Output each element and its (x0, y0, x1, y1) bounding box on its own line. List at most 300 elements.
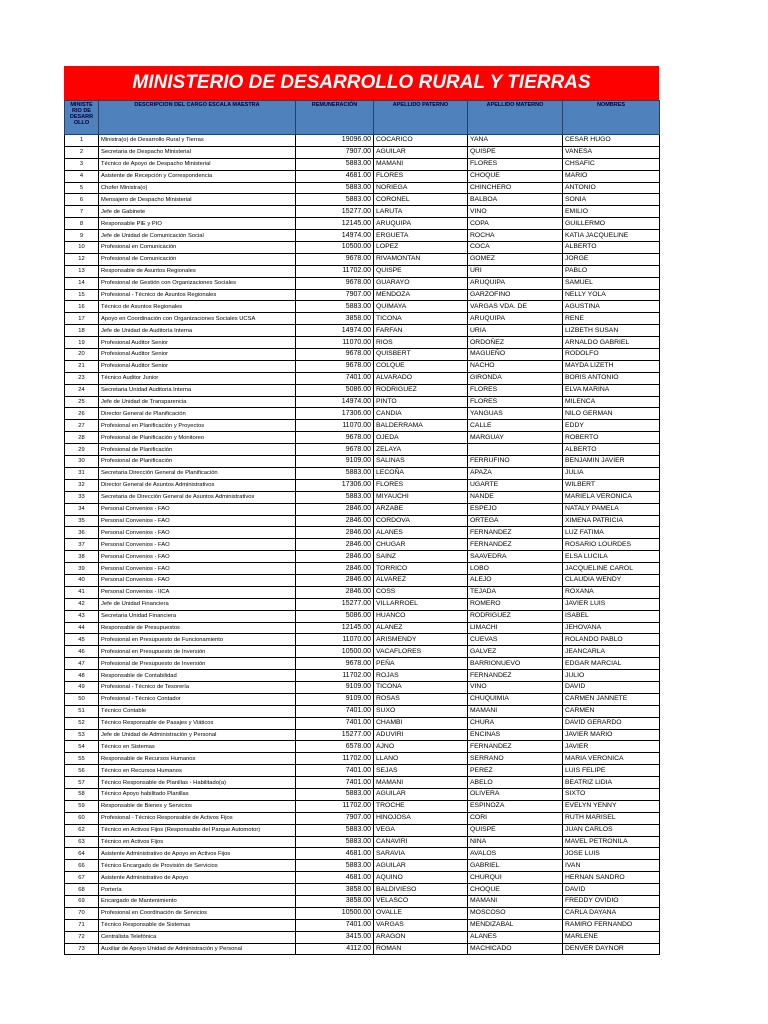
cell-apellido-materno: NINA (468, 836, 563, 848)
cell-remuneracion: 2846.00 (296, 574, 374, 586)
cell-nro: 15 (65, 289, 99, 301)
table-row (65, 681, 660, 693)
cell-remuneracion: 9678.00 (296, 349, 374, 361)
cell-nombres: JEHOVANA (563, 622, 660, 634)
cell-nombres: RODOLFO (563, 349, 660, 361)
cell-apellido-materno: FERRUFINO (468, 456, 563, 468)
cell-cargo: Chofer Ministra(o) (99, 182, 296, 194)
cell-nombres: DAVID (563, 884, 660, 896)
cell-cargo: Responsable de Contabilidad (99, 670, 296, 682)
cell-nro: 3 (65, 158, 99, 170)
cell-apellido-materno: CHUQUIMIA (468, 693, 563, 705)
table-row (65, 325, 660, 337)
cell-nombres: JAVIER (563, 741, 660, 753)
cell-cargo: Centralista Telefónica (99, 931, 296, 943)
cell-apellido-paterno: RODRIGUEZ (374, 384, 468, 396)
cell-cargo: Profesional - Técnico Responsable de Activos Fijos (99, 812, 296, 824)
cell-cargo: Personal Convenios - IICA (99, 586, 296, 598)
cell-nro: 31 (65, 467, 99, 479)
table-row (65, 931, 660, 943)
table-row (65, 289, 660, 301)
table-row (65, 551, 660, 563)
cell-nro: 2 (65, 146, 99, 158)
cell-nombres: ROLANDO PABLO (563, 634, 660, 646)
cell-cargo: Portería (99, 884, 296, 896)
cell-cargo: Personal Convenios - FAO (99, 574, 296, 586)
cell-remuneracion: 9678.00 (296, 444, 374, 456)
cell-nro: 57 (65, 777, 99, 789)
cell-cargo: Técnico de Asuntos Regionales (99, 301, 296, 313)
cell-apellido-paterno: ALVARADO (374, 372, 468, 384)
cell-cargo: Encargado de Mantenimiento (99, 896, 296, 908)
cell-nombres: ROSARIO LOURDES (563, 539, 660, 551)
cell-nro: 60 (65, 812, 99, 824)
table-row (65, 242, 660, 254)
cell-nro: 55 (65, 753, 99, 765)
cell-nro: 35 (65, 515, 99, 527)
cell-apellido-materno: MARGUAY (468, 432, 563, 444)
cell-remuneracion: 5883.00 (296, 860, 374, 872)
cell-apellido-materno: ARUQUIPA (468, 313, 563, 325)
cell-nombres: SONIA (563, 194, 660, 206)
cell-apellido-paterno: ARAGON (374, 931, 468, 943)
cell-apellido-materno: GIRONDA (468, 372, 563, 384)
cell-apellido-paterno: NORIEGA (374, 182, 468, 194)
cell-remuneracion: 7401.00 (296, 919, 374, 931)
table-row (65, 456, 660, 468)
cell-apellido-materno: OLIVERA (468, 788, 563, 800)
column-header-apellido-paterno: APELLIDO PATERNO (374, 101, 468, 135)
cell-nro: 7 (65, 206, 99, 218)
cell-nro: 28 (65, 432, 99, 444)
cell-nro: 50 (65, 693, 99, 705)
cell-nro: 53 (65, 729, 99, 741)
cell-apellido-materno: ESPEJO (468, 503, 563, 515)
cell-cargo: Personal Convenios - FAO (99, 527, 296, 539)
cell-cargo: Profesional de Presupuesto de Inversión (99, 658, 296, 670)
cell-remuneracion: 4681.00 (296, 848, 374, 860)
cell-nombres: ELVA MARINA (563, 384, 660, 396)
cell-remuneracion: 2846.00 (296, 515, 374, 527)
cell-cargo: Director General de Asuntos Administrativos (99, 479, 296, 491)
cell-remuneracion: 11702.00 (296, 753, 374, 765)
cell-remuneracion: 4681.00 (296, 872, 374, 884)
cell-nro: 27 (65, 420, 99, 432)
cell-apellido-materno: ALANES (468, 931, 563, 943)
cell-cargo: Personal Convenios - FAO (99, 563, 296, 575)
cell-apellido-materno: NANDE (468, 491, 563, 503)
cell-nombres: RAMIRO FERNANDO (563, 919, 660, 931)
cell-apellido-materno: ARUQUIPA (468, 277, 563, 289)
cell-apellido-materno: ROMERO (468, 598, 563, 610)
cell-nro: 48 (65, 670, 99, 682)
cell-cargo: Responsable de Bienes y Servicios (99, 800, 296, 812)
cell-remuneracion: 11702.00 (296, 800, 374, 812)
cell-nombres: ROBERTO (563, 432, 660, 444)
cell-cargo: Técnico Apoyo habilitado Planillas (99, 788, 296, 800)
cell-remuneracion: 12145.00 (296, 622, 374, 634)
cell-apellido-paterno: ARUQUIPA (374, 218, 468, 230)
cell-nro: 32 (65, 479, 99, 491)
cell-nombres: JULIO (563, 670, 660, 682)
cell-nro: 45 (65, 634, 99, 646)
cell-nro: 66 (65, 860, 99, 872)
cell-apellido-materno: ROCHA (468, 230, 563, 242)
table-row (65, 432, 660, 444)
table-row (65, 586, 660, 598)
cell-nro: 59 (65, 800, 99, 812)
table-row (65, 812, 660, 824)
cell-apellido-materno: YANGUAS (468, 408, 563, 420)
cell-remuneracion: 17306.00 (296, 479, 374, 491)
cell-cargo: Secretaria de Despacho Ministerial (99, 146, 296, 158)
cell-apellido-paterno: BALDERRAMA (374, 420, 468, 432)
table-row (65, 741, 660, 753)
cell-nro: 5 (65, 182, 99, 194)
cell-remuneracion: 9109.00 (296, 456, 374, 468)
cell-nombres: ELSA LUCILA (563, 551, 660, 563)
cell-cargo: Ministra(o) de Desarrollo Rural y Tierras (99, 135, 296, 147)
cell-nombres: MAYDA LIZETH (563, 360, 660, 372)
cell-nombres: XIMENA PATRICIA (563, 515, 660, 527)
table-row (65, 170, 660, 182)
cell-apellido-paterno: BALDIVIESO (374, 884, 468, 896)
cell-nombres: CLAUDIA WENDY (563, 574, 660, 586)
cell-apellido-paterno: SALINAS (374, 456, 468, 468)
cell-remuneracion: 3858.00 (296, 896, 374, 908)
table-row (65, 896, 660, 908)
cell-cargo: Jefe de Unidad de Comunicación Social (99, 230, 296, 242)
cell-cargo: Profesional - Técnico de Tesorería (99, 681, 296, 693)
table-row (65, 396, 660, 408)
cell-apellido-paterno: ROMAN (374, 943, 468, 955)
table-row (65, 253, 660, 265)
cell-cargo: Profesional - Técnico Contador (99, 693, 296, 705)
cell-apellido-paterno: FARFAN (374, 325, 468, 337)
cell-remuneracion: 14974.00 (296, 325, 374, 337)
cell-nombres: EMILIO (563, 206, 660, 218)
cell-cargo: Profesional - Técnico de Asuntos Regionales (99, 289, 296, 301)
cell-apellido-materno: CORI (468, 812, 563, 824)
column-header-ministerio: MINISTE RIO DE DESARR OLLO (65, 101, 99, 135)
cell-nombres: EDGAR MARCIAL (563, 658, 660, 670)
table-row (65, 182, 660, 194)
cell-nombres: CARLA DAYANA (563, 907, 660, 919)
cell-apellido-paterno: TICONA (374, 681, 468, 693)
cell-remuneracion: 7401.00 (296, 705, 374, 717)
cell-apellido-paterno: TICONA (374, 313, 468, 325)
cell-nro: 18 (65, 325, 99, 337)
table-row (65, 884, 660, 896)
cell-remuneracion: 11070.00 (296, 420, 374, 432)
table-row (65, 848, 660, 860)
cell-apellido-paterno: FLORES (374, 479, 468, 491)
cell-cargo: Técnico Contable (99, 705, 296, 717)
cell-nombres: ARNALDO GABRIEL (563, 337, 660, 349)
table-row (65, 717, 660, 729)
table-row (65, 135, 660, 147)
cell-apellido-paterno: SUXO (374, 705, 468, 717)
table-row (65, 467, 660, 479)
cell-nro: 13 (65, 265, 99, 277)
cell-nombres: ALBERTO (563, 242, 660, 254)
cell-cargo: Técnico Encargado de Provisión de Servicios (99, 860, 296, 872)
column-header-remuneracion: REMUNERACIÓN (296, 101, 374, 135)
cell-remuneracion: 12145.00 (296, 218, 374, 230)
cell-apellido-materno: GOMEZ (468, 253, 563, 265)
cell-apellido-paterno: ROJAS (374, 670, 468, 682)
cell-apellido-materno: TEJADA (468, 586, 563, 598)
cell-apellido-paterno: QUISBERT (374, 349, 468, 361)
cell-nombres: GUILLERMO (563, 218, 660, 230)
cell-apellido-materno: CUEVAS (468, 634, 563, 646)
table-row (65, 337, 660, 349)
cell-apellido-materno: FERNANDEZ (468, 539, 563, 551)
cell-cargo: Profesional en Coordinación de Servicios (99, 907, 296, 919)
cell-apellido-materno: VINO (468, 206, 563, 218)
cell-remuneracion: 5883.00 (296, 491, 374, 503)
table-row (65, 634, 660, 646)
cell-apellido-paterno: ALANEZ (374, 622, 468, 634)
column-header-cargo: DESCRIPCION DEL CARGO ESCALA MAESTRA (99, 101, 296, 135)
cell-apellido-materno: ABELO (468, 777, 563, 789)
cell-remuneracion: 14974.00 (296, 230, 374, 242)
cell-remuneracion: 17306.00 (296, 408, 374, 420)
cell-apellido-paterno: ROSAS (374, 693, 468, 705)
cell-apellido-paterno: SAINZ (374, 551, 468, 563)
cell-nro: 4 (65, 170, 99, 182)
cell-nombres: EDDY (563, 420, 660, 432)
cell-nombres: RENE (563, 313, 660, 325)
cell-cargo: Profesional en Planificación y Proyectos (99, 420, 296, 432)
cell-cargo: Secretaria de Dirección General de Asuntos Administrativos (99, 491, 296, 503)
cell-nombres: MARIELA VERONICA (563, 491, 660, 503)
cell-nombres: LUIS FELIPE (563, 765, 660, 777)
cell-cargo: Técnico en Sistemas (99, 741, 296, 753)
cell-remuneracion: 9678.00 (296, 432, 374, 444)
cell-nombres: JOSE LUIS (563, 848, 660, 860)
cell-nombres: NATALY PAMELA (563, 503, 660, 515)
cell-cargo: Profesional de Planificación (99, 444, 296, 456)
cell-cargo: Jefe de Unidad de Auditoría Interna (99, 325, 296, 337)
cell-cargo: Profesional en Comunicación (99, 242, 296, 254)
cell-apellido-paterno: AGUILAR (374, 146, 468, 158)
cell-cargo: Profesional de Gestión con Organizaciones Sociales (99, 277, 296, 289)
cell-apellido-materno: CHOQUE (468, 170, 563, 182)
table-row (65, 836, 660, 848)
cell-nro: 52 (65, 717, 99, 729)
cell-cargo: Responsable de Asuntos Regionales (99, 265, 296, 277)
cell-remuneracion: 3858.00 (296, 884, 374, 896)
staff-table (64, 100, 660, 955)
cell-apellido-paterno: ALANES (374, 527, 468, 539)
spreadsheet (64, 66, 659, 955)
cell-nombres: NILO GERMAN (563, 408, 660, 420)
cell-apellido-materno (468, 444, 563, 456)
cell-apellido-materno: AVALOS (468, 848, 563, 860)
cell-nombres: EVELYN YENNY (563, 800, 660, 812)
cell-apellido-paterno: VILLARROEL (374, 598, 468, 610)
cell-remuneracion: 2846.00 (296, 551, 374, 563)
cell-remuneracion: 2846.00 (296, 586, 374, 598)
cell-apellido-paterno: LOPEZ (374, 242, 468, 254)
cell-apellido-paterno: GUARAYO (374, 277, 468, 289)
cell-remuneracion: 9678.00 (296, 658, 374, 670)
table-row (65, 693, 660, 705)
cell-remuneracion: 7907.00 (296, 812, 374, 824)
cell-apellido-paterno: ARZABE (374, 503, 468, 515)
cell-remuneracion: 10500.00 (296, 646, 374, 658)
cell-apellido-materno: MAMANI (468, 896, 563, 908)
cell-remuneracion: 5883.00 (296, 158, 374, 170)
cell-nro: 58 (65, 788, 99, 800)
table-row (65, 515, 660, 527)
table-row (65, 598, 660, 610)
cell-apellido-paterno: VACAFLORES (374, 646, 468, 658)
cell-nro: 38 (65, 551, 99, 563)
cell-apellido-materno: COCA (468, 242, 563, 254)
cell-apellido-paterno: CHUGAR (374, 539, 468, 551)
cell-apellido-paterno: QUIMAYA (374, 301, 468, 313)
cell-nro: 26 (65, 408, 99, 420)
cell-nombres: WILBERT (563, 479, 660, 491)
table-row (65, 194, 660, 206)
cell-remuneracion: 9678.00 (296, 360, 374, 372)
cell-nro: 6 (65, 194, 99, 206)
cell-remuneracion: 5883.00 (296, 836, 374, 848)
cell-apellido-materno: FLORES (468, 158, 563, 170)
cell-apellido-materno: URIA (468, 325, 563, 337)
cell-cargo: Jefe de Unidad de Administración y Personal (99, 729, 296, 741)
cell-cargo: Técnico Auditor Junior (99, 372, 296, 384)
cell-nombres: CARMEN (563, 705, 660, 717)
cell-apellido-paterno: AGUILAR (374, 788, 468, 800)
table-row (65, 765, 660, 777)
cell-nro: 69 (65, 896, 99, 908)
cell-nro: 12 (65, 253, 99, 265)
cell-nro: 10 (65, 242, 99, 254)
cell-nombres: CHSAFIC (563, 158, 660, 170)
cell-remuneracion: 5883.00 (296, 194, 374, 206)
cell-cargo: Secretaria Unidad Financiera (99, 610, 296, 622)
cell-apellido-materno: VARGAS VDA. DE (468, 301, 563, 313)
cell-remuneracion: 2846.00 (296, 527, 374, 539)
cell-nombres: ROXANA (563, 586, 660, 598)
cell-remuneracion: 5883.00 (296, 824, 374, 836)
cell-apellido-paterno: AQUINO (374, 872, 468, 884)
table-row (65, 539, 660, 551)
cell-remuneracion: 10500.00 (296, 907, 374, 919)
cell-cargo: Secretaria Dirección General de Planificación (99, 467, 296, 479)
cell-nombres: RUTH MARISEL (563, 812, 660, 824)
cell-cargo: Profesional Auditor Senior (99, 337, 296, 349)
table-row (65, 349, 660, 361)
cell-remuneracion: 2846.00 (296, 503, 374, 515)
table-row (65, 420, 660, 432)
cell-cargo: Asistente Administrativo de Apoyo (99, 872, 296, 884)
cell-cargo: Técnico en Activos Fijos (Responsable del Parque Automotor) (99, 824, 296, 836)
cell-apellido-paterno: RIOS (374, 337, 468, 349)
cell-nombres: PABLO (563, 265, 660, 277)
cell-apellido-materno: RODRIGUEZ (468, 610, 563, 622)
cell-cargo: Asistente Administrativo de Apoyo en Activos Fijos (99, 848, 296, 860)
cell-nombres: SIXTO (563, 788, 660, 800)
cell-apellido-materno: NACHO (468, 360, 563, 372)
cell-remuneracion: 11702.00 (296, 670, 374, 682)
cell-cargo: Personal Convenios - FAO (99, 515, 296, 527)
cell-apellido-paterno: LLANO (374, 753, 468, 765)
cell-nombres: JACQUELINE CAROL (563, 563, 660, 575)
cell-nro: 19 (65, 337, 99, 349)
cell-remuneracion: 6578.00 (296, 741, 374, 753)
cell-apellido-paterno: MAMANI (374, 158, 468, 170)
table-row (65, 800, 660, 812)
cell-remuneracion: 15277.00 (296, 729, 374, 741)
cell-apellido-materno: CHINCHERO (468, 182, 563, 194)
cell-apellido-materno: MAGUEÑO (468, 349, 563, 361)
cell-apellido-materno: CHOQUE (468, 884, 563, 896)
table-row (65, 218, 660, 230)
table-row (65, 146, 660, 158)
cell-nro: 37 (65, 539, 99, 551)
table-row (65, 919, 660, 931)
cell-apellido-paterno: VEGA (374, 824, 468, 836)
cell-apellido-paterno: COSS (374, 586, 468, 598)
cell-remuneracion: 3858.00 (296, 313, 374, 325)
cell-cargo: Profesional de Comunicación (99, 253, 296, 265)
cell-apellido-paterno: ERGUETA (374, 230, 468, 242)
cell-apellido-materno: MOSCOSO (468, 907, 563, 919)
cell-nombres: MAVEL PETRONILA (563, 836, 660, 848)
cell-nombres: ANTONIO (563, 182, 660, 194)
table-row (65, 872, 660, 884)
cell-cargo: Profesional en Presupuesto de Inversión (99, 646, 296, 658)
cell-nombres: KATIA JACQUELINE (563, 230, 660, 242)
cell-remuneracion: 7401.00 (296, 372, 374, 384)
cell-apellido-materno: MAMANI (468, 705, 563, 717)
cell-nro: 23 (65, 372, 99, 384)
table-body (65, 135, 660, 955)
cell-apellido-materno: SAAVEDRA (468, 551, 563, 563)
cell-cargo: Personal Convenios - FAO (99, 503, 296, 515)
cell-apellido-paterno: TROCHE (374, 800, 468, 812)
cell-nro: 47 (65, 658, 99, 670)
table-row (65, 372, 660, 384)
cell-apellido-materno: CHURQUI (468, 872, 563, 884)
cell-nombres: FREDDY OVIDIO (563, 896, 660, 908)
cell-nombres: MARIA VERONICA (563, 753, 660, 765)
table-row (65, 265, 660, 277)
cell-nombres: DAVID GERARDO (563, 717, 660, 729)
cell-apellido-paterno: LARUTA (374, 206, 468, 218)
cell-nro: 36 (65, 527, 99, 539)
cell-remuneracion: 5086.00 (296, 384, 374, 396)
cell-apellido-materno: FLORES (468, 384, 563, 396)
cell-cargo: Jefe de Unidad Financiera (99, 598, 296, 610)
cell-apellido-materno: QUISPE (468, 146, 563, 158)
cell-nro: 25 (65, 396, 99, 408)
cell-remuneracion: 9109.00 (296, 693, 374, 705)
cell-nro: 21 (65, 360, 99, 372)
cell-nro: 63 (65, 836, 99, 848)
cell-apellido-paterno: SARAVIA (374, 848, 468, 860)
cell-apellido-paterno: RIVAMONTAN (374, 253, 468, 265)
cell-nro: 71 (65, 919, 99, 931)
cell-remuneracion: 14974.00 (296, 396, 374, 408)
cell-apellido-paterno: OVALLE (374, 907, 468, 919)
cell-remuneracion: 5883.00 (296, 301, 374, 313)
cell-nro: 30 (65, 456, 99, 468)
